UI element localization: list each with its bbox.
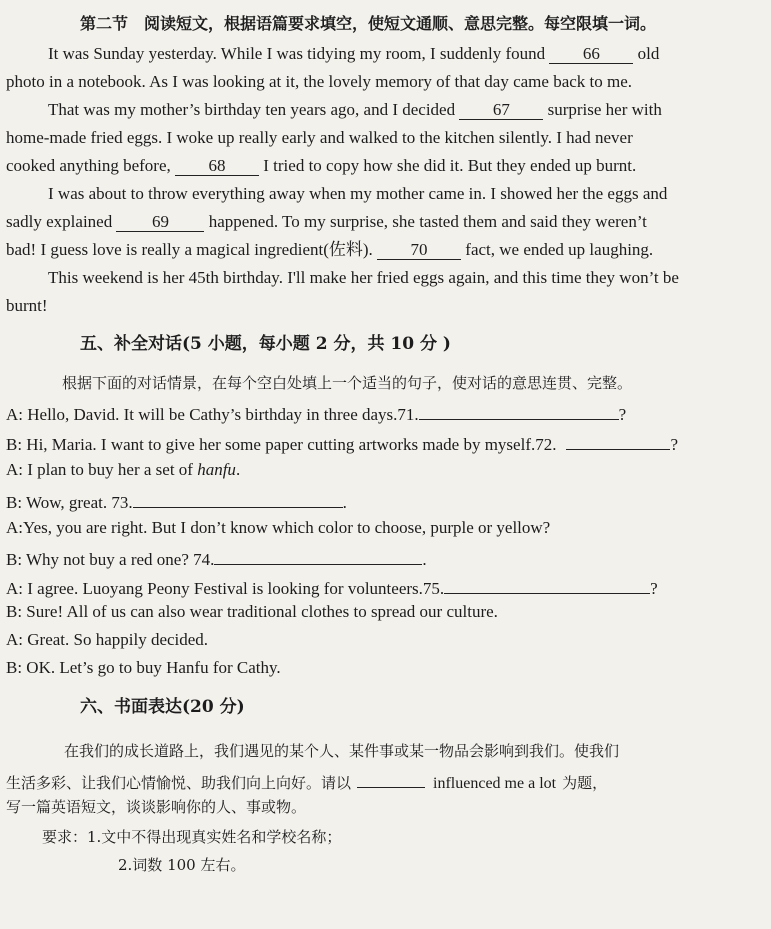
section5-title: 五、补全对话(5 小题，每小题 2 分，共 10 分 ) bbox=[80, 334, 451, 354]
dialogue-line: A: Great. So happily decided. bbox=[6, 630, 209, 649]
passage-line: sadly explained 69 happened. To my surprise, she tasted them and said they weren’t bbox=[6, 212, 647, 231]
blank-66[interactable]: 66 bbox=[549, 44, 633, 64]
dialogue-line: A: I agree. Luoyang Peony Festival is looking for volunteers.75. ? bbox=[6, 574, 658, 600]
section6-title: 六、书面表达(20 分) bbox=[80, 697, 245, 717]
dialogue-line: B: Why not buy a red one? 74. . bbox=[6, 545, 427, 571]
writing-prompt-line: 写一篇英语短文，谈谈影响你的人、事或物。 bbox=[6, 798, 307, 816]
dialogue-line: B: Wow, great. 73. . bbox=[6, 488, 347, 514]
dialogue-line: A: Hello, David. It will be Cathy’s birthday in three days.71. ? bbox=[6, 400, 626, 426]
blank-71[interactable] bbox=[419, 400, 619, 420]
section5-instruction: 根据下面的对话情景，在每个空白处填上一个适当的句子，使对话的意思连贯、完整。 bbox=[62, 374, 633, 392]
dialogue-line: B: Hi, Maria. I want to give her some paper cutting artworks made by myself.72. ? bbox=[6, 430, 678, 456]
section2-title: 第二节 阅读短文，根据语篇要求填空，使短文通顺、意思完整。每空限填一词。 bbox=[80, 14, 657, 33]
blank-73[interactable] bbox=[133, 488, 343, 508]
blank-68[interactable]: 68 bbox=[175, 156, 259, 176]
writing-prompt-line: 在我们的成长道路上，我们遇见的某个人、某件事或某一物品会影响到我们。使我们 bbox=[64, 742, 620, 760]
requirement-2: 2.词数 100 左右。 bbox=[118, 856, 246, 874]
blank-72[interactable] bbox=[566, 430, 670, 450]
writing-prompt-line: 生活多彩、让我们心情愉悦、助我们向上向好。请以 influenced me a lot 为题， bbox=[6, 768, 607, 795]
title-blank[interactable] bbox=[357, 768, 425, 788]
blank-74[interactable] bbox=[214, 545, 422, 565]
passage-line: This weekend is her 45th birthday. I'll make her fried eggs again, and this time they won’t be bbox=[48, 268, 679, 287]
dialogue-line: A: I plan to buy her a set of hanfu. bbox=[6, 460, 241, 479]
passage-line: burnt! bbox=[6, 296, 48, 315]
blank-67[interactable]: 67 bbox=[459, 100, 543, 120]
passage-line: That was my mother’s birthday ten years ago, and I decided 67 surprise her with bbox=[48, 100, 662, 119]
passage-line: bad! I guess love is really a magical ingredient(佐料). 70 fact, we ended up laughing. bbox=[6, 240, 654, 259]
dialogue-line: B: OK. Let’s go to buy Hanfu for Cathy. bbox=[6, 658, 281, 677]
passage-line: photo in a notebook. As I was looking at it, the lovely memory of that day came back to me. bbox=[6, 72, 633, 91]
requirement-1: 要求：1.文中不得出现真实姓名和学校名称； bbox=[42, 828, 342, 846]
passage-line: cooked anything before, 68 I tried to copy how she did it. But they ended up burnt. bbox=[6, 156, 637, 175]
dialogue-line: A:Yes, you are right. But I don’t know which color to choose, purple or yellow? bbox=[6, 518, 551, 537]
passage-line: I was about to throw everything away when my mother came in. I showed her the eggs and bbox=[48, 184, 668, 203]
passage-line: home-made fried eggs. I woke up really early and walked to the kitchen silently. I had never bbox=[6, 128, 633, 147]
blank-75[interactable] bbox=[444, 574, 650, 594]
blank-69[interactable]: 69 bbox=[116, 212, 204, 232]
blank-70[interactable]: 70 bbox=[377, 240, 461, 260]
passage-line: It was Sunday yesterday. While I was tidying my room, I suddenly found 66 old bbox=[48, 44, 660, 63]
dialogue-line: B: Sure! All of us can also wear traditional clothes to spread our culture. bbox=[6, 602, 498, 621]
